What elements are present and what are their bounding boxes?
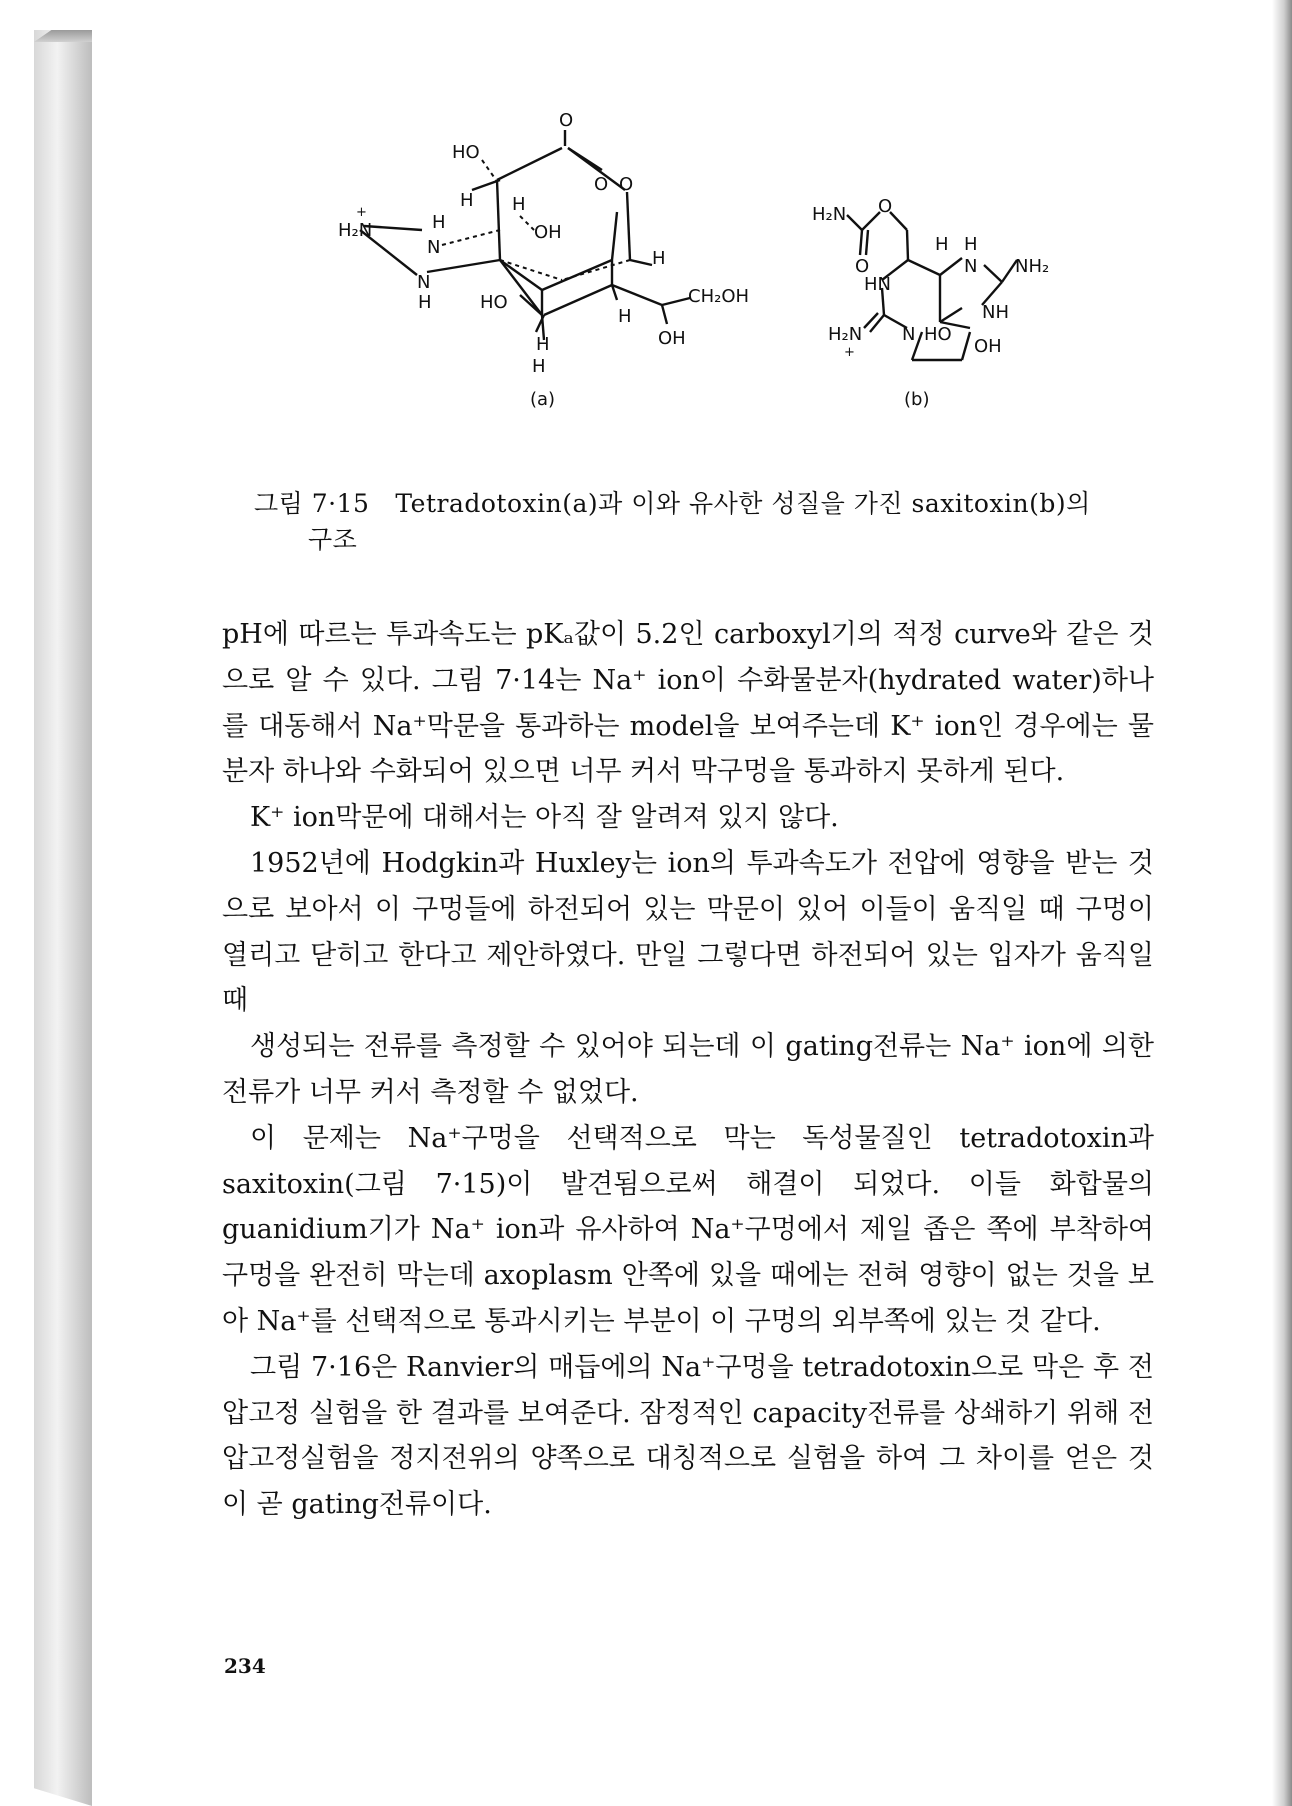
atom-o-ring-1: O: [594, 174, 609, 195]
atom-h-1: H: [460, 190, 474, 211]
body-text: [222, 612, 1154, 1528]
atom-oh-b: OH: [974, 336, 1002, 357]
book-spine: [34, 30, 92, 1806]
atom-n-1: N: [427, 237, 441, 258]
saxitoxin-structure: [812, 196, 1049, 410]
atom-h-3: H: [432, 212, 446, 233]
atom-hn: HN: [864, 274, 891, 295]
paragraph-1: pH에 따르는 투과속도는 pKₐ값이 5.2인 carboxyl기의 적정 curve와 같은 것으로 알 수 있다. 그림 7·14는 Na⁺ ion이 수화물분자(hydrated water)하나를 대동해서 Na⁺막문을 통과하는 model을 보여주는데 K⁺ ion인 경우에는 물분자 하나와 수화되어 있으면 너무 커서 막구멍을 통과하지 못하게 된다.: [222, 619, 1154, 788]
atom-h-b1: H: [935, 234, 949, 255]
atom-o-ring-2: O: [619, 174, 634, 195]
atom-h-5: H: [418, 292, 432, 313]
atom-h-7: H: [536, 334, 550, 355]
caption-continuation: 구조: [308, 525, 358, 554]
atom-n-b1: N: [964, 256, 978, 277]
tetradotoxin-structure: [338, 110, 749, 410]
charge-plus-b: +: [844, 345, 855, 360]
atom-nh2: NH₂: [1015, 256, 1050, 277]
paragraph-2: K⁺ ion막문에 대해서는 아직 잘 알려져 있지 않다.: [250, 802, 839, 834]
atom-o-top: O: [559, 110, 574, 131]
atom-h2n: H₂N: [338, 220, 373, 241]
charge-plus-a: +: [356, 205, 367, 220]
atom-h2n-bottom: H₂N: [828, 324, 863, 345]
atom-h-b2: H: [964, 234, 978, 255]
label-b: (b): [904, 389, 930, 410]
paragraph-4: 생성되는 전류를 측정할 수 있어야 되는데 이 gating전류는 Na⁺ ion에 의한 전류가 너무 커서 측정할 수 없었다.: [222, 1031, 1154, 1108]
atom-ch2oh: CH₂OH: [688, 286, 750, 307]
atom-o-ether: O: [878, 196, 893, 217]
paragraph-3: 1952년에 Hodgkin과 Huxley는 ion의 투과속도가 전압에 영향을 받는 것으로 보아서 이 구멍들에 하전되어 있는 막문이 있어 이들이 움직일 때 구멍이 열리고 닫히고 한다고 제안하였다. 만일 그렇다면 하전되어 있는 입자가 움직일 때: [222, 847, 1154, 1017]
chemical-structures: [272, 100, 1252, 480]
page-edge-shadow: [1272, 0, 1292, 1806]
atom-ho-1: HO: [452, 142, 480, 163]
atom-n-2: N: [417, 272, 431, 293]
atom-oh-1: OH: [534, 222, 562, 243]
figure-7-15: [272, 100, 1252, 480]
atom-ho-2: HO: [480, 292, 508, 313]
figure-caption: [254, 486, 1254, 558]
page-number: 234: [224, 1654, 266, 1678]
atom-h-4: H: [652, 248, 666, 269]
atom-oh-2: OH: [658, 328, 686, 349]
caption-number: 그림 7·15: [254, 489, 370, 518]
atom-o-carbonyl: O: [855, 256, 870, 277]
caption-text: Tetradotoxin(a)과 이와 유사한 성질을 가진 saxitoxin(b)의: [395, 489, 1091, 518]
atom-h-6: H: [618, 306, 632, 327]
paragraph-5: 이 문제는 Na⁺구멍을 선택적으로 막는 독성물질인 tetradotoxin과 saxitoxin(그림 7·15)이 발견됨으로써 해결이 되었다. 이들 화합물의 guanidium기가 Na⁺ ion과 유사하여 Na⁺구멍에서 제일 좁은 쪽에 부착하여 구멍을 완전히 막는데 axoplasm 안쪽에 있을 때에는 전혀 영향이 없는 것을 보아 Na⁺를 선택적으로 통과시키는 부분이 이 구멍의 외부쪽에 있는 것 같다.: [222, 1122, 1154, 1337]
atom-h-8: H: [532, 356, 546, 377]
atom-nh: NH: [982, 302, 1009, 323]
label-a: (a): [530, 389, 556, 410]
atom-ho-b: HO: [924, 324, 952, 345]
atom-h-2: H: [512, 194, 526, 215]
book-page: [92, 0, 1272, 1806]
atom-n-b2: N: [902, 324, 916, 345]
paragraph-6: 그림 7·16은 Ranvier의 매듭에의 Na⁺구멍을 tetradotoxin으로 막은 후 전압고정 실험을 한 결과를 보여준다. 잠정적인 capacity전류를 상쇄하기 위해 전압고정실험을 정지전위의 양쪽으로 대칭적으로 실험을 하여 그 차이를 얻은 것이 곧 gating전류이다.: [222, 1351, 1154, 1521]
atom-h2n-top: H₂N: [812, 204, 847, 225]
